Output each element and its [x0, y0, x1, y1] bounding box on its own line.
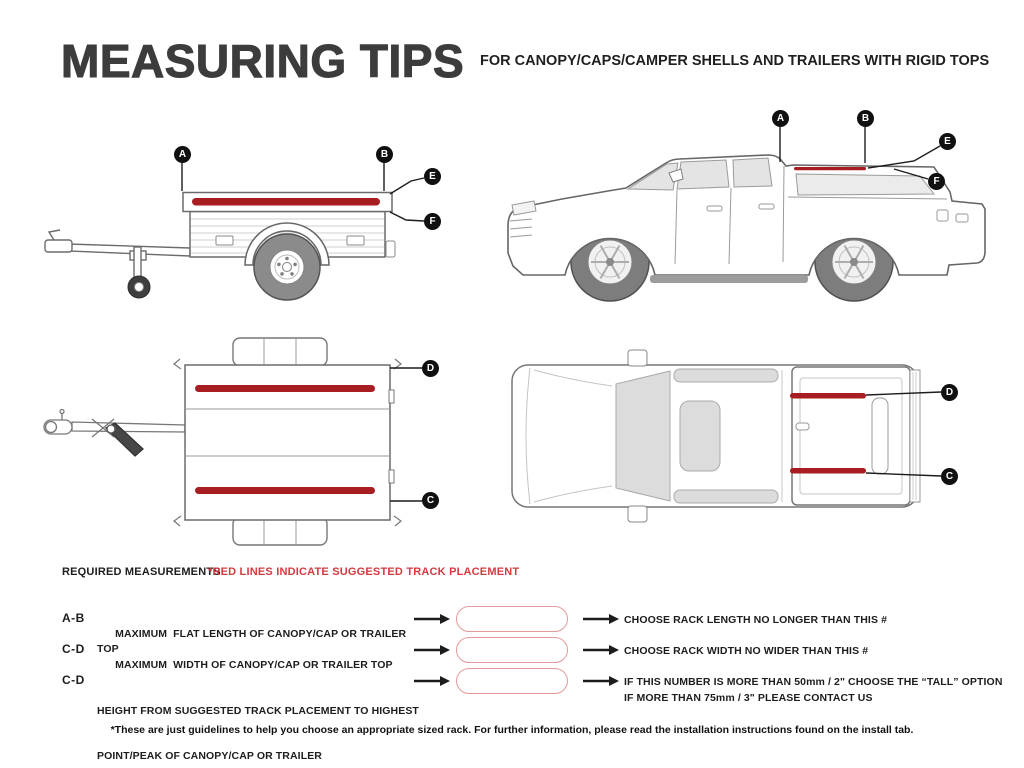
- range-label: A-B: [62, 611, 85, 625]
- canopy-top: [792, 367, 920, 505]
- measurement-result: IF THIS NUMBER IS MORE THAN 50mm / 2" CHOOSE THE “TALL” OPTION IF MORE THAN 75mm / 3" PLEASE CONTACT US: [624, 676, 1003, 704]
- label-badge-b: B: [376, 146, 393, 163]
- measurement-row-width: [0, 637, 1024, 671]
- trailer-top-illustration: [40, 335, 460, 550]
- label-badge-a: A: [772, 110, 789, 127]
- measurement-value-box: [456, 637, 568, 663]
- track-placement-line: [192, 198, 380, 206]
- label-badge-f: F: [928, 173, 945, 190]
- trailer-side-view-diagram: [40, 135, 460, 325]
- measurement-description: MAXIMUM FLAT LENGTH OF CANOPY/CAP OR TRAILER TOP: [97, 628, 410, 655]
- side-mirror: [628, 506, 647, 522]
- arrow-right-icon: [583, 644, 619, 656]
- range-label: C-D: [62, 642, 85, 656]
- arrow-right-icon: [414, 613, 450, 625]
- label-badge-a: A: [174, 146, 191, 163]
- running-board: [650, 275, 808, 283]
- track-placement-line: [195, 487, 375, 494]
- track-placement-line: [790, 393, 866, 399]
- truck-side-view-diagram: [500, 98, 995, 313]
- measurement-description: MAXIMUM WIDTH OF CANOPY/CAP OR TRAILER TOP: [115, 659, 393, 671]
- label-badge-b: B: [857, 110, 874, 127]
- trailer-side-illustration: [40, 135, 460, 325]
- truck-top-view-diagram: [500, 340, 995, 545]
- required-measurements-heading: REQUIRED MEASUREMENTS: [62, 566, 221, 578]
- label-badge-e: E: [939, 133, 956, 150]
- label-badge-e: E: [424, 168, 441, 185]
- page-title: MEASURING TIPS: [61, 35, 465, 87]
- arrow-right-icon: [414, 644, 450, 656]
- measurement-value-box: [456, 668, 568, 694]
- guidelines-footnote: *These are just guidelines to help you choose an appropriate sized rack. For further information, please read the installation instructions found on the install tab.: [110, 724, 914, 736]
- trailer-top-view-diagram: [40, 335, 460, 550]
- side-mirror: [628, 350, 647, 366]
- range-label: C-D: [62, 673, 85, 687]
- track-placement-line: [195, 385, 375, 392]
- measurement-value-box: [456, 606, 568, 632]
- measurement-result: CHOOSE RACK LENGTH NO LONGER THAN THIS #: [624, 614, 888, 626]
- measurement-description: HEIGHT FROM SUGGESTED TRACK PLACEMENT TO HIGHEST POINT/PEAK OF CANOPY/CAP OR TRAILER: [97, 705, 419, 762]
- truck-top-illustration: [500, 340, 995, 545]
- measurement-result: CHOOSE RACK WIDTH NO WIDER THAN THIS #: [624, 645, 869, 657]
- trailer-wheel: [254, 234, 320, 300]
- red-lines-note: *RED LINES INDICATE SUGGESTED TRACK PLACEMENT: [208, 566, 520, 578]
- arrow-right-icon: [414, 675, 450, 687]
- track-placement-line: [790, 468, 866, 474]
- label-badge-c: C: [422, 492, 439, 509]
- label-badge-c: C: [941, 468, 958, 485]
- jockey-wheel: [128, 276, 150, 298]
- label-badge-d: D: [422, 360, 439, 377]
- trailer-fender-bottom: [233, 517, 327, 545]
- truck-side-illustration: [500, 98, 995, 313]
- track-placement-line: [794, 167, 866, 170]
- trailer-fender-top: [233, 338, 327, 366]
- label-badge-d: D: [941, 384, 958, 401]
- page-subtitle: FOR CANOPY/CAPS/CAMPER SHELLS AND TRAILERS WITH RIGID TOPS: [480, 53, 990, 69]
- label-connector-lines: [390, 368, 423, 501]
- label-badge-f: F: [424, 213, 441, 230]
- arrow-right-icon: [583, 675, 619, 687]
- arrow-right-icon: [583, 613, 619, 625]
- trailer-top-drawbar: [44, 410, 185, 457]
